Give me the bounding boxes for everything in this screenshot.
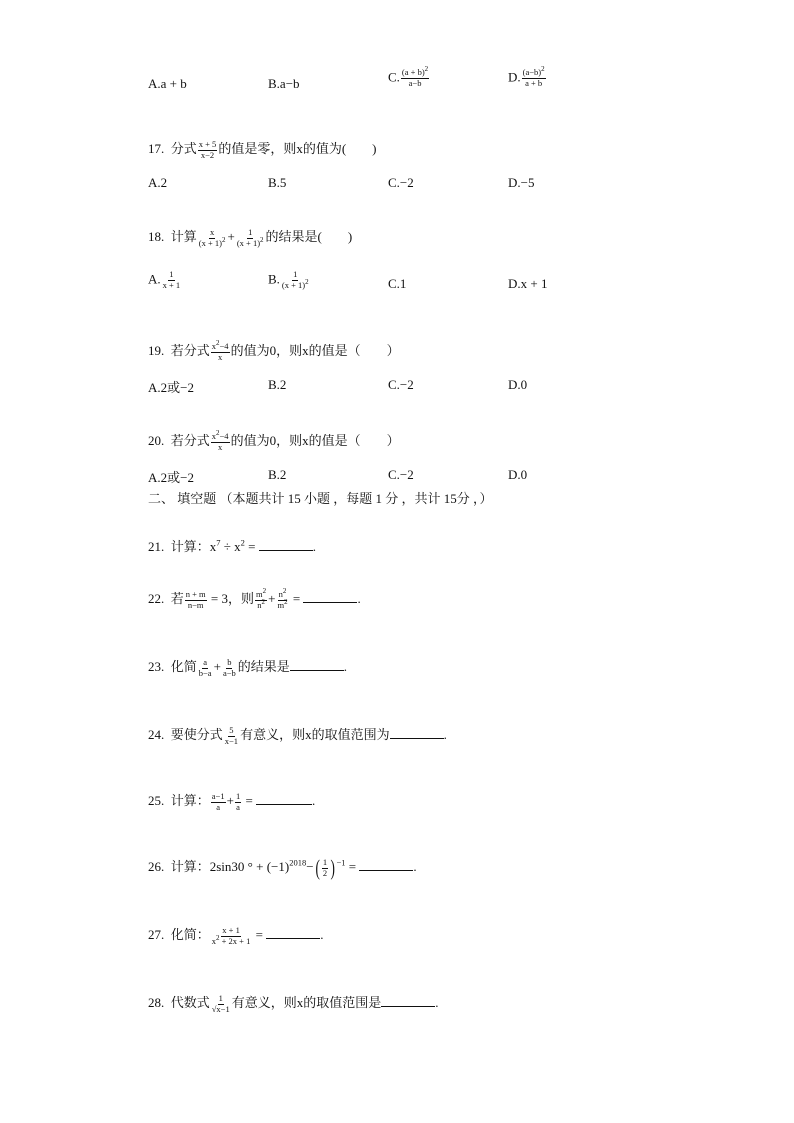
fraction: $\frac{x + 5}{x-2}$ — [198, 138, 217, 160]
answer-blank[interactable] — [259, 550, 313, 551]
fraction: $\frac{x^2-4}{x}$ — [211, 428, 229, 452]
fraction: $\frac{a}{b-a}$ — [198, 656, 212, 678]
fraction: $\frac{x + 1}{x^2 + 2x + 1}$ — [211, 924, 251, 946]
q20-option-d: D.0 — [508, 467, 528, 482]
answer-blank[interactable] — [390, 738, 444, 739]
fraction: $\frac{5}{x-1}$ — [224, 724, 239, 746]
fraction: $\frac{1}{(x + 1)^2}$ — [236, 226, 264, 248]
question-20-stem: 20. 若分式 $\frac{x^2-4}{x}$ 的值为0，则x的值是（ ） — [148, 428, 400, 452]
question-28: 28. 代数式 $\frac{1}{√x-1}$ 有意义，则x的取值范围是 . — [148, 992, 439, 1014]
section-heading-fill-in: 二、 填空题 （本题共计 15 小题 ，每题 1 分 ，共计 15分 ，） — [148, 491, 493, 506]
answer-blank[interactable] — [303, 602, 357, 603]
q18-option-c: C.1 — [388, 276, 407, 291]
q17-option-a: A.2 — [148, 175, 168, 190]
q17-option-c: C.−2 — [388, 175, 414, 190]
fraction: $\frac{x^2-4}{x}$ — [211, 338, 229, 362]
answer-blank[interactable] — [290, 670, 344, 671]
fraction: $\frac{1}{(x + 1)^2}$ — [281, 269, 309, 290]
q20-option-a: A.2或−2 — [148, 470, 194, 485]
question-27: 27. 化简： $\frac{x + 1}{x^2 + 2x + 1}$ = . — [148, 924, 324, 946]
fraction: $\frac{m^2}{n^2}$ — [256, 586, 267, 610]
fraction: $\frac{n + m}{n-m}$ — [185, 588, 206, 610]
fraction: $\frac{1}{a}$ — [235, 790, 241, 812]
q17-option-d: D.−5 — [508, 175, 535, 190]
q16-option-d: D. $\frac{(a-b)^2}{a + b}$ — [508, 65, 545, 88]
fraction: $\frac{(a-b)^2}{a + b}$ — [522, 65, 545, 88]
question-21: 21. 计算：$x^7 \div x^2$ = . — [148, 537, 316, 554]
fraction: $\frac{n^2}{m^2}$ — [277, 586, 288, 610]
q16-option-c: C. $\frac{(a + b)^2}{a-b}$ — [388, 65, 429, 88]
q19-option-c: C.−2 — [388, 377, 414, 392]
fraction: $\frac{a-1}{a}$ — [211, 790, 225, 812]
question-18-stem: 18. 计算 $\frac{x}{(x + 1)^2}$ + $\frac{1}{(x + 1)^2}$ 的结果是( ) — [148, 226, 353, 248]
q18-option-b: B. $\frac{1}{(x + 1)^2}$ — [268, 269, 309, 290]
q19-option-d: D.0 — [508, 377, 528, 392]
question-25: 25. 计算： $\frac{a-1}{a}$ + $\frac{1}{a}$ = . — [148, 790, 316, 812]
q16-option-b: B.a−b — [268, 76, 300, 91]
question-26: 26. 计算：2sin30 ° + $(-1)^{2018}-$( $\frac{1}{2}$ )$^{-1}$ = . — [148, 855, 417, 881]
q18-option-a: A. $\frac{1}{x + 1}$ — [148, 269, 181, 290]
q19-option-b: B.2 — [268, 377, 287, 392]
fraction: $\frac{b}{a-b}$ — [222, 656, 236, 678]
fraction: $\frac{1}{x + 1}$ — [162, 269, 181, 290]
question-22: 22. 若 $\frac{n + m}{n-m}$ = 3，则 $\frac{m^2}{n^2}$ + $\frac{n^2}{m^2}$ = . — [148, 586, 361, 610]
answer-blank[interactable] — [256, 804, 312, 805]
question-24: 24. 要使分式 $\frac{5}{x-1}$ 有意义，则x的取值范围为 . — [148, 724, 447, 746]
q20-option-b: B.2 — [268, 467, 287, 482]
q18-option-d: D.x + 1 — [508, 276, 548, 291]
question-23: 23. 化简 $\frac{a}{b-a}$ + $\frac{b}{a-b}$ 的结果是 . — [148, 656, 348, 678]
fraction: $\frac{1}{√x-1}$ — [211, 992, 230, 1014]
q19-option-a: A.2或−2 — [148, 380, 194, 395]
fraction: $\frac{1}{2}$ — [322, 856, 328, 878]
fraction: $\frac{(a + b)^2}{a-b}$ — [401, 65, 429, 88]
q16-option-a: A.a + b — [148, 76, 187, 91]
answer-blank[interactable] — [381, 1006, 435, 1007]
q20-option-c: C.−2 — [388, 467, 414, 482]
answer-blank[interactable] — [359, 870, 413, 871]
fraction: $\frac{x}{(x + 1)^2}$ — [198, 226, 226, 248]
q17-option-b: B.5 — [268, 175, 287, 190]
answer-blank[interactable] — [266, 938, 320, 939]
question-19-stem: 19. 若分式 $\frac{x^2-4}{x}$ 的值为0，则x的值是（ ） — [148, 338, 400, 362]
question-17-stem: 17. 分式 $\frac{x + 5}{x-2}$ 的值是零，则x的值为( ) — [148, 138, 377, 160]
